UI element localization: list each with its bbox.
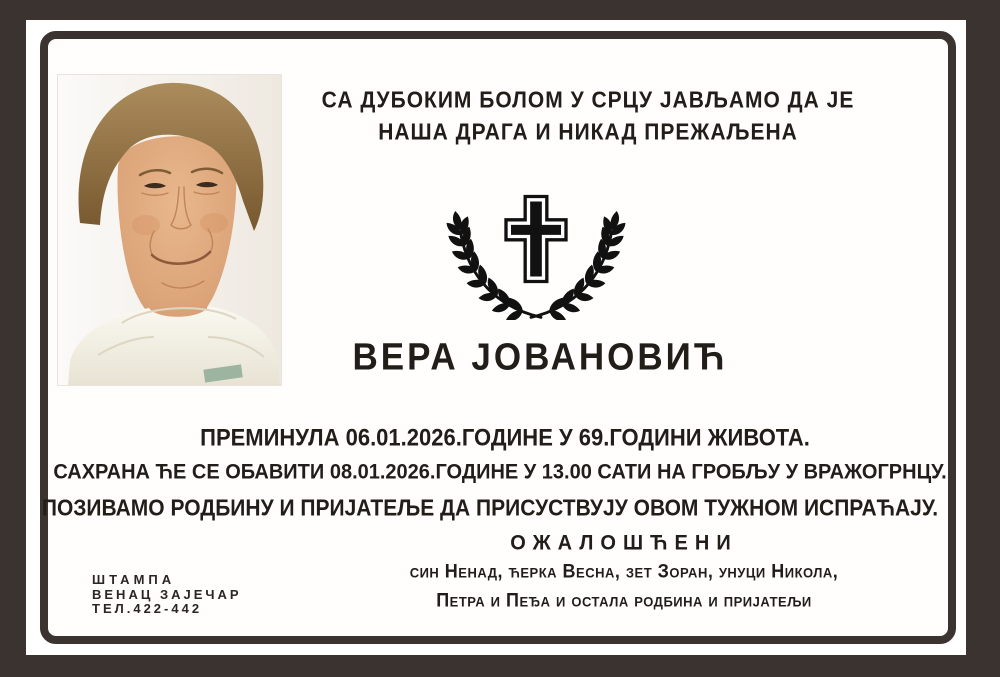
mourners-heading: ОЖАЛОШЋЕНИ [510, 531, 738, 555]
laurel-wreath-icon [436, 193, 636, 320]
intro-line-2: НАША ДРАГА И НИКАД ПРЕЖАЉЕНА [378, 120, 798, 145]
mourners-line-2: Петра и Пеђа и остала родбина и пријатељи [436, 589, 812, 611]
passing-line: ПРЕМИНУЛА 06.01.2026.ГОДИНЕ У 69.ГОДИНИ ЖИВОТА. [200, 424, 810, 451]
printer-name: ВЕНАЦ ЗАЈЕЧАР [92, 586, 242, 602]
funeral-line: САХРАНА ЋЕ СЕ ОБАВИТИ 08.01.2026.ГОДИНЕ У 13.00 САТИ НА ГРОБЉУ У ВРАЖОГРНЦУ. [53, 460, 947, 484]
cross-icon [504, 195, 567, 283]
intro-line-1: СА ДУБОКИМ БОЛОМ У СРЦУ ЈАВЉАМО ДА ЈЕ [321, 88, 855, 113]
printer-label: ШТАМПА [92, 572, 176, 587]
printer-phone: ТЕЛ.422-442 [92, 601, 203, 616]
deceased-name: ВЕРА ЈОВАНОВИЋ [352, 336, 728, 379]
printer-info [92, 573, 242, 617]
mourners-line-1: син Ненад, ћерка Весна, зет Зоран, унуци Никола, [409, 560, 839, 582]
invitation-line: ПОЗИВАМО РОДБИНУ И ПРИЈАТЕЉЕ ДА ПРИСУСТВУЈУ ОВОМ ТУЖНОМ ИСПРАЋАЈУ. [41, 496, 939, 521]
